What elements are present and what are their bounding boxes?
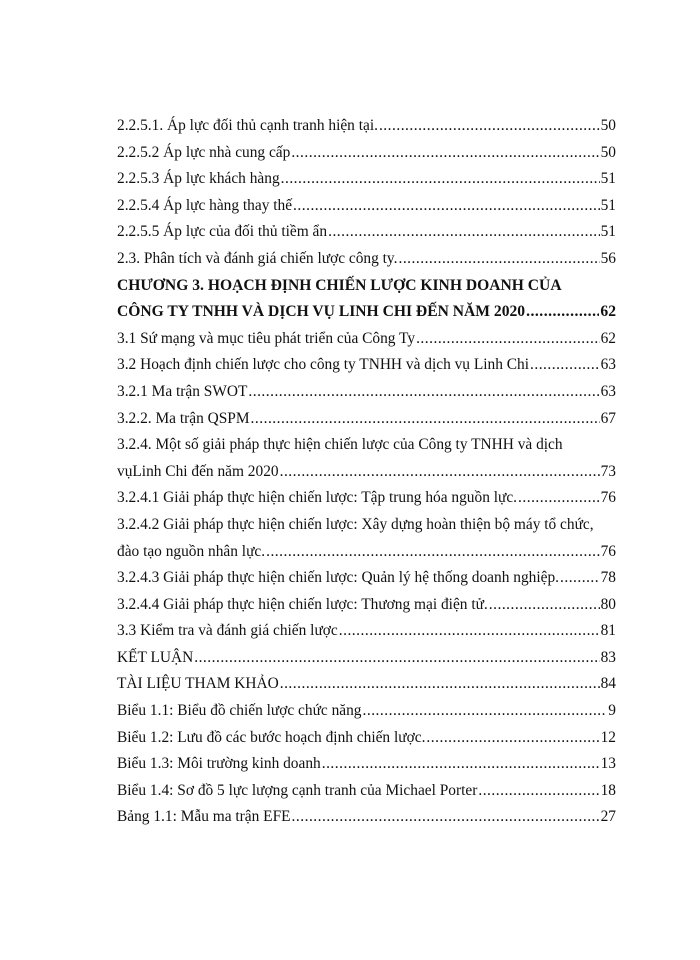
toc-page-number: 83 — [600, 648, 616, 666]
toc-entry[interactable] — [117, 618, 616, 645]
dot-leader — [292, 804, 600, 831]
dot-leader — [478, 778, 599, 805]
toc-page-number: 84 — [600, 675, 616, 693]
toc-entry-label: Biểu 1.4: Sơ đồ 5 lực lượng cạnh tranh của Michael Porter — [117, 781, 478, 799]
toc-entry-label: 3.2.4.3 Giải pháp thực hiện chiến lược: Quản lý hệ thống doanh nghiệp. — [117, 569, 559, 587]
toc-page-number: 50 — [600, 143, 616, 161]
toc-entry-label-cont: vụLinh Chi đến năm 2020 — [117, 462, 279, 480]
toc-entry-label: 3.2.4. Một số giải pháp thực hiện chiến lược của Công ty TNHH và dịch — [117, 436, 563, 454]
toc-entry-label: Biểu 1.2: Lưu đồ các bước hoạch định chiến lược. — [117, 728, 426, 746]
toc-chapter-heading-line1[interactable] — [117, 273, 616, 300]
toc-page-number: 27 — [600, 808, 616, 826]
toc-entry-label: 2.3. Phân tích và đánh giá chiến lược công ty. — [117, 249, 398, 267]
toc-entry[interactable] — [117, 140, 616, 167]
dot-leader — [518, 485, 600, 512]
toc-page-number: 63 — [600, 356, 616, 374]
toc-chapter-heading[interactable] — [117, 299, 616, 326]
dot-leader — [322, 751, 600, 778]
dot-leader — [328, 219, 600, 246]
toc-entry[interactable] — [117, 592, 616, 619]
dot-leader — [194, 645, 599, 672]
toc-entry-label: 2.2.5.5 Áp lực của đối thủ tiềm ẩn — [117, 223, 328, 241]
toc-entry[interactable] — [117, 751, 616, 778]
toc-entry-label: 2.2.5.2 Áp lực nhà cung cấp — [117, 143, 291, 161]
dot-leader — [530, 352, 600, 379]
toc-entry-label: Biểu 1.1: Biểu đồ chiến lược chức năng — [117, 702, 362, 720]
toc-page-number: 62 — [600, 303, 616, 321]
toc-entry[interactable] — [117, 166, 616, 193]
toc-entry-label: TÀI LIỆU THAM KHẢO — [117, 675, 279, 693]
dot-leader — [280, 671, 600, 698]
dot-leader — [280, 459, 600, 486]
toc-entry[interactable] — [117, 352, 616, 379]
toc-entry[interactable] — [117, 804, 616, 831]
toc-page-number: 63 — [600, 382, 616, 400]
toc-entry-label: 3.2.4.1 Giải pháp thực hiện chiến lược: Tập trung hóa nguồn lực. — [117, 489, 518, 507]
toc-page-number: 51 — [600, 170, 616, 188]
toc-page-number: 76 — [600, 489, 616, 507]
dot-leader — [560, 565, 600, 592]
toc-page-number: 13 — [600, 755, 616, 773]
toc-entry-label: KẾT LUẬN — [117, 648, 194, 666]
toc-page-number: 81 — [600, 622, 616, 640]
table-of-contents — [117, 113, 616, 831]
toc-entry-label: 3.1 Sứ mạng và mục tiêu phát triển của Công Ty — [117, 329, 416, 347]
toc-entry-label: Biểu 1.3: Môi trường kinh doanh — [117, 755, 321, 773]
toc-entry[interactable] — [117, 193, 616, 220]
dot-leader — [398, 246, 599, 273]
toc-entry[interactable] — [117, 485, 616, 512]
toc-entry[interactable] — [117, 459, 616, 486]
toc-entry-label: Bảng 1.1: Mẫu ma trận EFE — [117, 808, 291, 826]
toc-entry[interactable] — [117, 698, 616, 725]
dot-leader — [526, 299, 599, 326]
dot-leader — [379, 113, 600, 140]
toc-page-number: 50 — [600, 117, 616, 134]
toc-entry[interactable] — [117, 406, 616, 433]
toc-page-number: 18 — [600, 781, 616, 799]
toc-entry-label: 2.2.5.3 Áp lực khách hàng — [117, 170, 280, 188]
toc-entry[interactable] — [117, 219, 616, 246]
toc-page-number: 51 — [600, 196, 616, 214]
dot-leader — [416, 326, 600, 353]
toc-entry-label: 3.2.1 Ma trận SWOT — [117, 382, 248, 400]
toc-entry-label: 2.2.5.4 Áp lực hàng thay thế — [117, 196, 293, 214]
toc-entry-label: 2.2.5.1. Áp lực đối thủ cạnh tranh hiện tại. — [117, 117, 378, 134]
toc-entry-label: 3.2.2. Ma trận QSPM — [117, 409, 250, 427]
toc-page-number: 73 — [600, 462, 616, 480]
toc-entry-label-cont: đào tạo nguồn nhân lực. — [117, 542, 266, 560]
toc-page-number: 67 — [600, 409, 616, 427]
toc-page-number: 78 — [600, 569, 616, 587]
toc-entry[interactable] — [117, 246, 616, 273]
toc-page-number: 62 — [600, 329, 616, 347]
dot-leader — [291, 140, 599, 167]
toc-chapter-title-cont: CÔNG TY TNHH VÀ DỊCH VỤ LINH CHI ĐẾN NĂM 2020 — [117, 303, 526, 321]
toc-entry[interactable] — [117, 326, 616, 353]
toc-entry-line1[interactable] — [117, 432, 616, 459]
toc-entry-line1[interactable] — [117, 512, 616, 539]
toc-chapter-title: CHƯƠNG 3. HOẠCH ĐỊNH CHIẾN LƯỢC KINH DOANH CỦA — [117, 276, 562, 294]
toc-entry-label: 3.2 Hoạch định chiến lược cho công ty TNHH và dịch vụ Linh Chi — [117, 356, 529, 374]
toc-entry-label: 3.3 Kiểm tra và đánh giá chiến lược — [117, 622, 338, 640]
dot-leader — [489, 592, 600, 619]
toc-entry[interactable] — [117, 565, 616, 592]
toc-page-number: 80 — [600, 595, 616, 613]
toc-entry-label: 3.2.4.4 Giải pháp thực hiện chiến lược: Thương mại điện tử. — [117, 595, 488, 613]
dot-leader — [281, 166, 600, 193]
toc-entry[interactable] — [117, 645, 616, 672]
toc-page-number: 12 — [600, 728, 616, 746]
toc-entry-label: 3.2.4.2 Giải pháp thực hiện chiến lược: Xây dựng hoàn thiện bộ máy tổ chức, — [117, 515, 594, 533]
toc-page-number: 51 — [600, 223, 616, 241]
toc-page-number: 9 — [608, 702, 616, 720]
dot-leader — [251, 406, 600, 433]
toc-entry[interactable] — [117, 725, 616, 752]
dot-leader — [339, 618, 600, 645]
dot-leader — [293, 193, 600, 220]
dot-leader — [363, 698, 608, 725]
dot-leader — [248, 379, 599, 406]
toc-entry[interactable] — [117, 379, 616, 406]
toc-entry[interactable] — [117, 539, 616, 566]
toc-page-number: 56 — [600, 249, 616, 267]
toc-page-number: 76 — [600, 542, 616, 560]
toc-entry[interactable] — [117, 778, 616, 805]
toc-entry[interactable] — [117, 113, 616, 140]
dot-leader — [426, 725, 599, 752]
toc-entry[interactable] — [117, 671, 616, 698]
dot-leader — [266, 539, 600, 566]
